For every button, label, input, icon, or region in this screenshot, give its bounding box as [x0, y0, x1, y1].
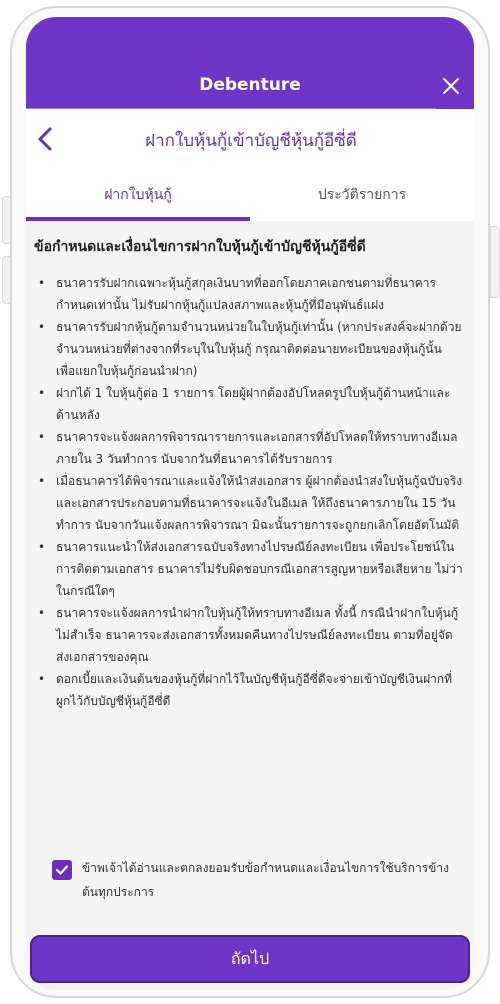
bullet-icon: •	[38, 474, 46, 488]
terms-item-text: เมื่อธนาคารได้พิจารณาและแจ้งให้นำส่งเอกสาร ผู้ฝากต้องนำส่งใบหุ้นกู้ฉบับจริง และเอกสารประกอบตามที่ธนาคารจะแจ้งในอีเมล ให้ถึงธนาคารภายใน 15 วันทำการ นับจากวันแจ้งผลการพิจารณา มิฉะนั้นรายการจะถูกยกเลิกโดยอัตโนมัติ	[56, 474, 463, 532]
check-icon	[54, 862, 70, 878]
close-icon[interactable]	[438, 73, 464, 99]
bullet-icon: •	[38, 672, 46, 686]
list-item	[34, 602, 464, 668]
tab-history[interactable]: ประวัติรายการ	[317, 187, 407, 203]
app-title: Debenture	[199, 75, 301, 95]
tab-deposit[interactable]: ฝากใบหุ้นกู้	[104, 187, 172, 203]
page-title: ฝากใบหุ้นกู้เข้าบัญชีหุ้นกู้อีซี่ดี	[145, 131, 357, 151]
bullet-icon: •	[38, 276, 46, 290]
bullet-icon: •	[38, 386, 46, 400]
app-title-bar	[26, 17, 474, 109]
bullet-icon: •	[38, 606, 46, 620]
bullet-icon: •	[38, 430, 46, 444]
terms-title: ข้อกำหนดและเงื่อนไขการฝากใบหุ้นกู้เข้าบัญชีหุ้นกู้อีซี่ดี	[34, 239, 366, 255]
tab-bar	[26, 175, 474, 221]
list-item	[34, 668, 464, 712]
terms-list	[34, 272, 464, 712]
terms-item-text: ธนาคารรับฝากหุ้นกู้ตามจำนวนหน่วยในใบหุ้นกู้เท่านั้น (หากประสงค์จะฝากด้วยจำนวนหน่วยที่ต่างจากที่ระบุในใบหุ้นกู้ กรุณาติดต่อนายทะเบียนของหุ้นกู้นั้น เพื่อแยกใบหุ้นกู้ก่อนนำฝาก)	[56, 320, 462, 378]
terms-item-text: ธนาคารแนะนำให้ส่งเอกสารฉบับจริงทางไปรษณีย์ลงทะเบียน เพื่อประโยชน์ในการติดตามเอกสาร ธนาคารไม่รับผิดชอบกรณีเอกสารสูญหายหรือเสียหาย ไม่ว่าในกรณีใดๆ	[56, 540, 463, 598]
bullet-icon: •	[38, 320, 46, 334]
terms-item-text: ฝากได้ 1 ใบหุ้นกู้ต่อ 1 รายการ โดยผู้ฝากต้องอัปโหลดรูปใบหุ้นกู้ด้านหน้าและด้านหลัง	[56, 386, 451, 422]
terms-item-text: ดอกเบี้ยและเงินต้นของหุ้นกู้ที่ฝากไว้ในบัญชีหุ้นกู้อีซี่ดีจะจ่ายเข้าบัญชีเงินฝากที่ผูกไว้กับบัญชีหุ้นกู้อีซี่ดี	[56, 672, 453, 708]
list-item	[34, 536, 464, 602]
chevron-left-icon[interactable]	[34, 125, 58, 153]
list-item	[34, 382, 464, 426]
list-item	[34, 470, 464, 536]
terms-item-text: ธนาคารจะแจ้งผลการนำฝากใบหุ้นกู้ให้ทราบทางอีเมล ทั้งนี้ กรณีนำฝากใบหุ้นกู้ไม่สำเร็จ ธนาคารจะส่งเอกสารทั้งหมดคืนทางไปรษณีย์ลงทะเบียน ตามที่อยู่จัดส่งเอกสารของคุณ	[56, 606, 459, 664]
list-item	[34, 272, 464, 316]
terms-item-text: ธนาคารจะแจ้งผลการพิจารณารายการและเอกสารที่อัปโหลดให้ทราบทางอีเมล ภายใน 3 วันทำการ นับจากวันที่ธนาคารได้รับรายการ	[56, 430, 458, 466]
terms-item-text: ธนาคารรับฝากเฉพาะหุ้นกู้สกุลเงินบาทที่ออกโดยภาคเอกชนตามที่ธนาคารกำหนดเท่านั้น ไม่รับฝากหุ้นกู้แปลงสภาพและหุ้นกู้ที่มีอนุพันธ์แฝง	[56, 276, 436, 312]
consent-label[interactable]: ข้าพเจ้าได้อ่านและตกลงยอมรับข้อกำหนดและเงื่อนไขการใช้บริการข้างต้นทุกประการ	[82, 861, 449, 899]
side-button-right	[490, 226, 500, 298]
consent-checkbox[interactable]	[52, 860, 72, 880]
list-item	[34, 316, 464, 382]
bullet-icon: •	[38, 540, 46, 554]
list-item	[34, 426, 464, 470]
next-button[interactable]: ถัดไป	[30, 935, 470, 983]
